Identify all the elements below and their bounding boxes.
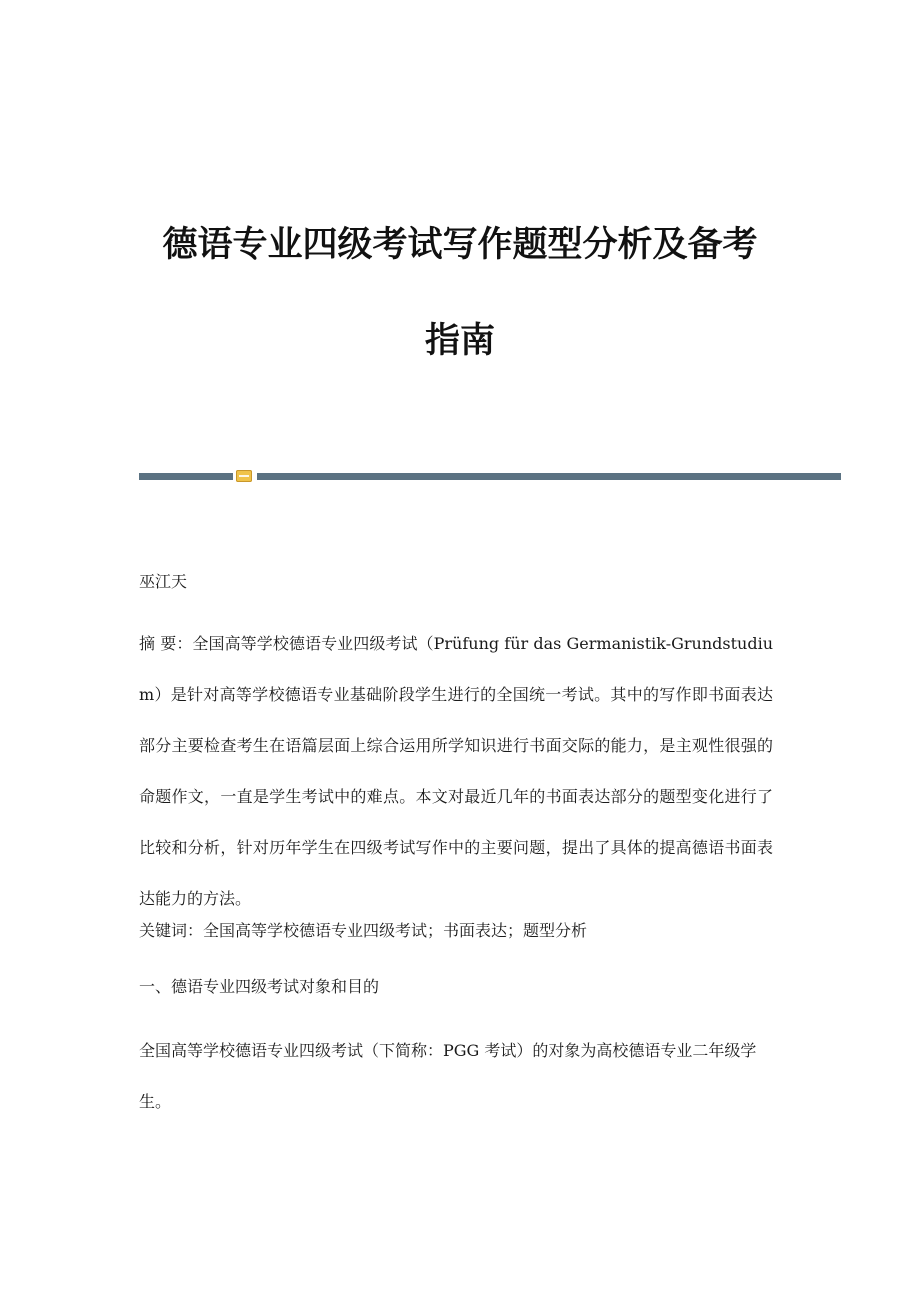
keywords-paragraph: [139, 915, 773, 947]
divider-bar-right: [257, 473, 841, 480]
section-heading: 一、德语专业四级考试对象和目的: [139, 977, 380, 996]
document-title-line-2: 指南: [424, 321, 495, 361]
abstract-paragraph: [139, 618, 773, 924]
author-name: 巫江天: [139, 572, 188, 591]
title-divider: [139, 469, 841, 483]
keywords-text: 全国高等学校德语专业四级考试；书面表达；题型分析: [203, 921, 588, 940]
abstract-text: 全国高等学校德语专业四级考试（Prüfung für das Germanistik-Grundstudium）是针对高等学校德语专业基础阶段学生进行的全国统一考试。其中的写作即书面表达部分主要检查考生在语篇层面上综合运用所学知识进行书面交际的能力，是主观性很强的命题作文，一直是学生考试中的难点。本文对最近几年的书面表达部分的题型变化进行了比较和分析，针对历年学生在四级考试写作中的主要问题，提出了具体的提高德语书面表达能力的方法。: [139, 634, 773, 908]
section-paragraph: 全国高等学校德语专业四级考试（下简称：PGG 考试）的对象为高校德语专业二年级学生。: [139, 1041, 757, 1111]
abstract-label: 摘 要：: [139, 634, 193, 653]
keywords-label: 关键词：: [139, 921, 204, 940]
divider-ornament-icon: [236, 470, 252, 482]
document-title-line-1: 德语专业四级考试写作题型分析及备考: [162, 225, 758, 265]
divider-bar-left: [139, 473, 233, 480]
